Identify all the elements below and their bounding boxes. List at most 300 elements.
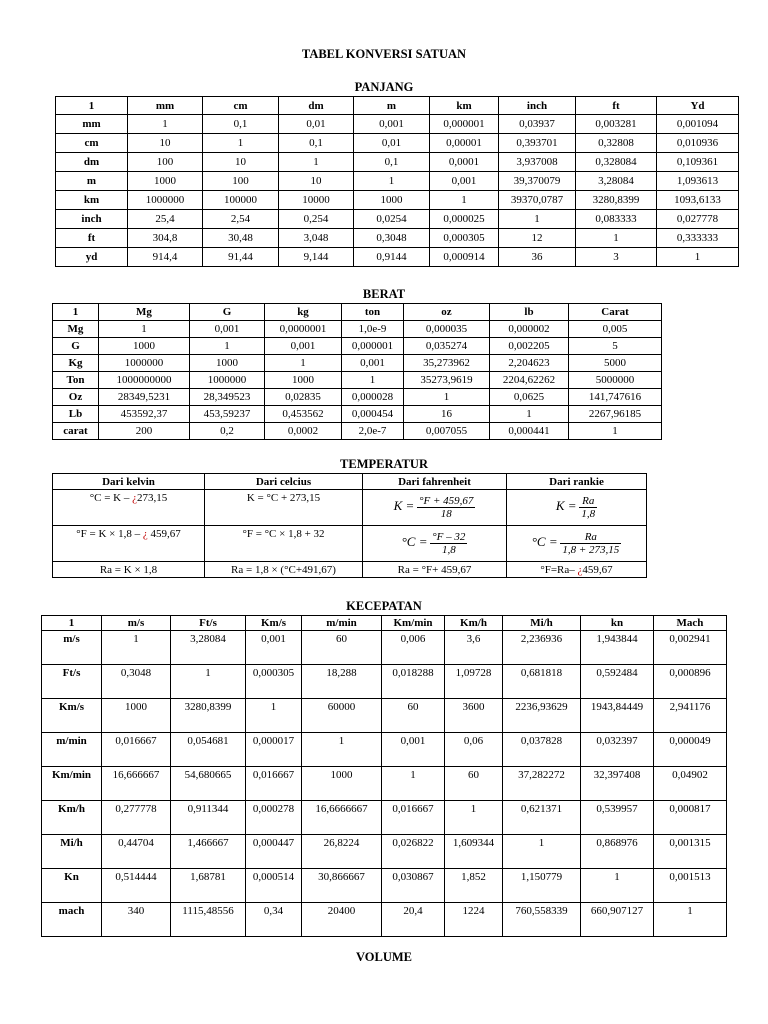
table-body xyxy=(56,115,739,267)
table-row xyxy=(53,562,647,578)
table-row xyxy=(42,903,727,937)
table-cell: 0,000914 xyxy=(430,248,499,267)
table-cell: 2204,62262 xyxy=(490,372,569,389)
table-row xyxy=(42,631,727,665)
table-row xyxy=(53,355,662,372)
header-cell: m xyxy=(354,97,430,115)
table-cell: 35273,9619 xyxy=(404,372,490,389)
table-row xyxy=(56,172,739,191)
table-cell: 1,150779 xyxy=(503,869,581,903)
table-cell: 0,054681 xyxy=(171,733,246,767)
table-row xyxy=(53,321,662,338)
table-header-row xyxy=(53,474,647,490)
table-kecepatan xyxy=(41,615,727,937)
header-cell: oz xyxy=(404,304,490,321)
table-cell: 453,59237 xyxy=(190,406,265,423)
table-cell: 141,747616 xyxy=(569,389,662,406)
table-row xyxy=(53,389,662,406)
table-cell: 32,397408 xyxy=(581,767,654,801)
header-cell: 1 xyxy=(56,97,128,115)
table-cell: 2,0e-7 xyxy=(342,423,404,440)
row-header-cell: m xyxy=(56,172,128,191)
table-row xyxy=(53,490,647,526)
table-cell: 39,370079 xyxy=(499,172,576,191)
table-cell: 0,1 xyxy=(203,115,279,134)
table-cell: 0,006 xyxy=(382,631,445,665)
formula-glyph: ¿ xyxy=(132,492,138,504)
table-cell: 1 xyxy=(302,733,382,767)
table-cell: 1000 xyxy=(102,699,171,733)
table-cell: 60 xyxy=(302,631,382,665)
table-cell: 1000000 xyxy=(128,191,203,210)
table-cell: 0,44704 xyxy=(102,835,171,869)
fraction xyxy=(579,495,597,520)
table-cell: 1093,6133 xyxy=(657,191,739,210)
header-cell: Mi/h xyxy=(503,616,581,631)
row-header-cell: Ft/s xyxy=(42,665,102,699)
table-cell: 36 xyxy=(499,248,576,267)
table-cell: 660,907127 xyxy=(581,903,654,937)
table-cell: 1 xyxy=(190,338,265,355)
table-cell: 0,03937 xyxy=(499,115,576,134)
table-cell: 0,002205 xyxy=(490,338,569,355)
row-header-cell: Oz xyxy=(53,389,99,406)
formula-cell: Ra = °F+ 459,67 xyxy=(363,562,507,578)
table-cell: 0,0000001 xyxy=(265,321,342,338)
table-cell: 0,000305 xyxy=(246,665,302,699)
table-cell: 0,393701 xyxy=(499,134,576,153)
table-row xyxy=(53,406,662,423)
row-header-cell: cm xyxy=(56,134,128,153)
row-header-cell: dm xyxy=(56,153,128,172)
table-row xyxy=(42,767,727,801)
header-cell: ft xyxy=(576,97,657,115)
table-cell: 91,44 xyxy=(203,248,279,267)
table-cell: 30,48 xyxy=(203,229,279,248)
table-cell: 1 xyxy=(404,389,490,406)
formula-left: K = xyxy=(393,498,415,514)
table-cell: 0,0001 xyxy=(430,153,499,172)
table-cell: 340 xyxy=(102,903,171,937)
table-cell: 10000 xyxy=(279,191,354,210)
header-cell: 1 xyxy=(42,616,102,631)
table-cell: 0,000035 xyxy=(404,321,490,338)
formula-glyph: ¿ xyxy=(577,563,583,576)
formula-left: °C = xyxy=(531,534,558,550)
table-cell: 0,035274 xyxy=(404,338,490,355)
table-cell: 0,32808 xyxy=(576,134,657,153)
table-cell: 0,037828 xyxy=(503,733,581,767)
table-cell: 0,109361 xyxy=(657,153,739,172)
formula-cell xyxy=(53,490,205,526)
header-cell: lb xyxy=(490,304,569,321)
page-title: TABEL KONVERSI SATUAN xyxy=(301,47,467,61)
table-cell: 5000 xyxy=(569,355,662,372)
header-cell: Yd xyxy=(657,97,739,115)
table-cell: 0,621371 xyxy=(503,801,581,835)
table-cell: 18,288 xyxy=(302,665,382,699)
header-cell: Carat xyxy=(569,304,662,321)
table-cell: 914,4 xyxy=(128,248,203,267)
formula-cell: K = °C + 273,15 xyxy=(205,490,363,526)
row-header-cell: Kg xyxy=(53,355,99,372)
table-body xyxy=(42,631,727,937)
table-cell: 760,558339 xyxy=(503,903,581,937)
table-cell: 1 xyxy=(246,699,302,733)
table-body xyxy=(53,321,662,440)
table-cell: 3,048 xyxy=(279,229,354,248)
table-cell: 0,032397 xyxy=(581,733,654,767)
table-cell: 16 xyxy=(404,406,490,423)
table-cell: 1,466667 xyxy=(171,835,246,869)
table-cell: 0,000817 xyxy=(654,801,727,835)
row-header-cell: Km/s xyxy=(42,699,102,733)
table-cell: 0,06 xyxy=(445,733,503,767)
table-cell: 25,4 xyxy=(128,210,203,229)
table-row xyxy=(42,835,727,869)
table-cell: 1,68781 xyxy=(171,869,246,903)
formula-left: K = xyxy=(555,498,577,514)
table-cell: 1 xyxy=(279,153,354,172)
table-cell: 0,000441 xyxy=(490,423,569,440)
table-cell: 100 xyxy=(128,153,203,172)
table-cell: 0,018288 xyxy=(382,665,445,699)
table-cell: 200 xyxy=(99,423,190,440)
table-cell: 1 xyxy=(342,372,404,389)
table-temperatur xyxy=(52,473,647,578)
table-cell: 0,016667 xyxy=(102,733,171,767)
table-cell: 0,027778 xyxy=(657,210,739,229)
table-cell: 0,001 xyxy=(246,631,302,665)
header-cell: m/min xyxy=(302,616,382,631)
section-title-berat: BERAT xyxy=(362,287,406,301)
table-cell: 0,000514 xyxy=(246,869,302,903)
table-cell: 0,02835 xyxy=(265,389,342,406)
row-header-cell: m/min xyxy=(42,733,102,767)
table-cell: 0,001315 xyxy=(654,835,727,869)
table-cell: 1,943844 xyxy=(581,631,654,665)
table-row xyxy=(56,229,739,248)
table-cell: 0,681818 xyxy=(503,665,581,699)
table-cell: 2,204623 xyxy=(490,355,569,372)
table-row xyxy=(53,338,662,355)
table-cell: 1 xyxy=(354,172,430,191)
row-header-cell: mach xyxy=(42,903,102,937)
table-cell: 10 xyxy=(128,134,203,153)
table-cell: 37,282272 xyxy=(503,767,581,801)
table-cell: 0,000305 xyxy=(430,229,499,248)
table-cell: 16,666667 xyxy=(102,767,171,801)
table-cell: 1,0e-9 xyxy=(342,321,404,338)
table-cell: 0,001094 xyxy=(657,115,739,134)
fraction-numerator: Ra xyxy=(560,531,621,544)
table-cell: 1000 xyxy=(99,338,190,355)
formula-cell xyxy=(363,526,507,562)
table-cell: 0,000017 xyxy=(246,733,302,767)
table-cell: 100 xyxy=(203,172,279,191)
table-cell: 1943,84449 xyxy=(581,699,654,733)
header-cell: Km/s xyxy=(246,616,302,631)
row-header-cell: Mi/h xyxy=(42,835,102,869)
row-header-cell: mm xyxy=(56,115,128,134)
row-header-cell: m/s xyxy=(42,631,102,665)
table-cell: 1 xyxy=(99,321,190,338)
table-cell: 16,6666667 xyxy=(302,801,382,835)
table-header-row xyxy=(53,304,662,321)
table-cell: 1 xyxy=(657,248,739,267)
fraction-denominator: 1,8 + 273,15 xyxy=(562,544,620,556)
section-title-panjang: PANJANG xyxy=(354,80,414,94)
formula-cell xyxy=(507,490,647,526)
table-cell: 0,333333 xyxy=(657,229,739,248)
table-row xyxy=(53,423,662,440)
table-cell: 1,852 xyxy=(445,869,503,903)
table-cell: 0,083333 xyxy=(576,210,657,229)
table-cell: 5 xyxy=(569,338,662,355)
table-berat xyxy=(52,303,662,440)
table-row xyxy=(56,115,739,134)
table-cell: 0,007055 xyxy=(404,423,490,440)
table-cell: 1,093613 xyxy=(657,172,739,191)
table-cell: 0,001 xyxy=(190,321,265,338)
section-title-temperatur: TEMPERATUR xyxy=(340,457,428,471)
table-row xyxy=(42,869,727,903)
table-row xyxy=(56,134,739,153)
table-cell: 1 xyxy=(128,115,203,134)
table-cell: 12 xyxy=(499,229,576,248)
header-cell: km xyxy=(430,97,499,115)
table-cell: 0,002941 xyxy=(654,631,727,665)
header-cell: Mg xyxy=(99,304,190,321)
formula-text: °F = K × 1,8 – xyxy=(76,528,143,540)
table-cell: 10 xyxy=(279,172,354,191)
table-cell: 9,144 xyxy=(279,248,354,267)
table-cell: 0,000025 xyxy=(430,210,499,229)
row-header-cell: yd xyxy=(56,248,128,267)
table-cell: 1 xyxy=(265,355,342,372)
table-row xyxy=(56,191,739,210)
table-cell: 0,3048 xyxy=(354,229,430,248)
table-cell: 0,01 xyxy=(279,115,354,134)
table-cell: 0,000278 xyxy=(246,801,302,835)
table-cell: 0,1 xyxy=(354,153,430,172)
header-cell: Km/min xyxy=(382,616,445,631)
table-cell: 2267,96185 xyxy=(569,406,662,423)
table-cell: 0,026822 xyxy=(382,835,445,869)
header-cell: cm xyxy=(203,97,279,115)
table-cell: 1 xyxy=(499,210,576,229)
formula-left: °C = xyxy=(401,534,428,550)
table-cell: 1224 xyxy=(445,903,503,937)
fraction xyxy=(430,531,467,556)
header-cell: Dari kelvin xyxy=(53,474,205,490)
table-cell: 3280,8399 xyxy=(171,699,246,733)
table-cell: 28,349523 xyxy=(190,389,265,406)
table-cell: 0,016667 xyxy=(246,767,302,801)
table-cell: 1 xyxy=(430,191,499,210)
table-cell: 1 xyxy=(503,835,581,869)
header-cell: Dari fahrenheit xyxy=(363,474,507,490)
header-cell: ton xyxy=(342,304,404,321)
table-cell: 2,54 xyxy=(203,210,279,229)
table-cell: 0,000896 xyxy=(654,665,727,699)
table-cell: 0,001 xyxy=(265,338,342,355)
table-row xyxy=(42,699,727,733)
table-cell: 0,514444 xyxy=(102,869,171,903)
table-cell: 28349,5231 xyxy=(99,389,190,406)
table-cell: 1 xyxy=(581,869,654,903)
table-cell: 1,09728 xyxy=(445,665,503,699)
table-cell: 0,2 xyxy=(190,423,265,440)
table-cell: 26,8224 xyxy=(302,835,382,869)
table-cell: 0,030867 xyxy=(382,869,445,903)
header-cell: inch xyxy=(499,97,576,115)
row-header-cell: carat xyxy=(53,423,99,440)
table-cell: 2,941176 xyxy=(654,699,727,733)
formula-text: 459,67 xyxy=(147,528,181,540)
table-cell: 0,00001 xyxy=(430,134,499,153)
row-header-cell: Km/h xyxy=(42,801,102,835)
table-cell: 1 xyxy=(445,801,503,835)
header-cell: kg xyxy=(265,304,342,321)
header-cell: G xyxy=(190,304,265,321)
table-cell: 0,000049 xyxy=(654,733,727,767)
table-cell: 0,000447 xyxy=(246,835,302,869)
table-cell: 1 xyxy=(569,423,662,440)
table-cell: 1 xyxy=(490,406,569,423)
table-cell: 0,003281 xyxy=(576,115,657,134)
table-panjang xyxy=(55,96,739,267)
table-cell: 1000 xyxy=(302,767,382,801)
formula-text: °C = K – xyxy=(89,492,133,504)
table-cell: 0,005 xyxy=(569,321,662,338)
table-cell: 1115,48556 xyxy=(171,903,246,937)
table-cell: 3600 xyxy=(445,699,503,733)
table-cell: 0,34 xyxy=(246,903,302,937)
table-cell: 0,000028 xyxy=(342,389,404,406)
formula-text: 459,67 xyxy=(582,563,613,576)
table-cell: 1 xyxy=(102,631,171,665)
table-row xyxy=(42,801,727,835)
header-cell: Dari rankie xyxy=(507,474,647,490)
table-cell: 1,609344 xyxy=(445,835,503,869)
header-cell: Dari celcius xyxy=(205,474,363,490)
formula-text: °F=Ra– xyxy=(540,563,578,576)
table-cell: 0,0625 xyxy=(490,389,569,406)
fraction-denominator: 1,8 xyxy=(581,508,596,520)
table-cell: 1 xyxy=(654,903,727,937)
table-cell: 60000 xyxy=(302,699,382,733)
table-cell: 0,9144 xyxy=(354,248,430,267)
formula-text: 273,15 xyxy=(137,492,168,504)
row-header-cell: Kn xyxy=(42,869,102,903)
fraction xyxy=(560,531,621,556)
fraction xyxy=(417,495,475,520)
table-row xyxy=(53,526,647,562)
table-cell: 60 xyxy=(445,767,503,801)
table-row xyxy=(53,372,662,389)
header-cell: 1 xyxy=(53,304,99,321)
section-title-kecepatan: KECEPATAN xyxy=(346,599,422,613)
table-cell: 3,28084 xyxy=(576,172,657,191)
table-cell: 2236,93629 xyxy=(503,699,581,733)
table-cell: 0,000454 xyxy=(342,406,404,423)
table-cell: 1000 xyxy=(354,191,430,210)
table-cell: 0,001 xyxy=(354,115,430,134)
table-cell: 3280,8399 xyxy=(576,191,657,210)
formula-glyph: ¿ xyxy=(142,528,148,540)
table-cell: 0,000001 xyxy=(342,338,404,355)
table-row xyxy=(56,153,739,172)
header-cell: kn xyxy=(581,616,654,631)
table-cell: 0,001 xyxy=(430,172,499,191)
table-cell: 1000000 xyxy=(190,372,265,389)
table-cell: 0,0254 xyxy=(354,210,430,229)
table-row xyxy=(56,210,739,229)
row-header-cell: Km/min xyxy=(42,767,102,801)
table-cell: 0,592484 xyxy=(581,665,654,699)
table-cell: 0,000002 xyxy=(490,321,569,338)
table-cell: 0,3048 xyxy=(102,665,171,699)
table-cell: 453592,37 xyxy=(99,406,190,423)
table-cell: 0,868976 xyxy=(581,835,654,869)
table-cell: 2,236936 xyxy=(503,631,581,665)
row-header-cell: Mg xyxy=(53,321,99,338)
table-cell: 1 xyxy=(576,229,657,248)
header-cell: Mach xyxy=(654,616,727,631)
table-cell: 1000 xyxy=(190,355,265,372)
header-cell: mm xyxy=(128,97,203,115)
header-cell: m/s xyxy=(102,616,171,631)
table-row xyxy=(42,733,727,767)
table-cell: 1000 xyxy=(128,172,203,191)
table-cell: 0,911344 xyxy=(171,801,246,835)
table-cell: 100000 xyxy=(203,191,279,210)
formula-cell: Ra = K × 1,8 xyxy=(53,562,205,578)
table-cell: 1 xyxy=(171,665,246,699)
section-title-volume: VOLUME xyxy=(356,950,412,964)
row-header-cell: inch xyxy=(56,210,128,229)
formula-cell xyxy=(507,562,647,578)
table-cell: 35,273962 xyxy=(404,355,490,372)
table-cell: 39370,0787 xyxy=(499,191,576,210)
table-cell: 3,6 xyxy=(445,631,503,665)
table-cell: 5000000 xyxy=(569,372,662,389)
row-header-cell: km xyxy=(56,191,128,210)
table-cell: 60 xyxy=(382,699,445,733)
table-cell: 0,000001 xyxy=(430,115,499,134)
formula-cell: °F = °C × 1,8 + 32 xyxy=(205,526,363,562)
table-cell: 0,016667 xyxy=(382,801,445,835)
table-cell: 1000 xyxy=(265,372,342,389)
table-cell: 1000000 xyxy=(99,355,190,372)
row-header-cell: Ton xyxy=(53,372,99,389)
row-header-cell: Lb xyxy=(53,406,99,423)
table-cell: 10 xyxy=(203,153,279,172)
table-cell: 20400 xyxy=(302,903,382,937)
table-cell: 0,539957 xyxy=(581,801,654,835)
table-cell: 1000000000 xyxy=(99,372,190,389)
formula-cell xyxy=(507,526,647,562)
row-header-cell: ft xyxy=(56,229,128,248)
table-cell: 54,680665 xyxy=(171,767,246,801)
header-cell: dm xyxy=(279,97,354,115)
table-cell: 0,0002 xyxy=(265,423,342,440)
fraction-denominator: 1,8 xyxy=(441,544,456,556)
table-cell: 3 xyxy=(576,248,657,267)
table-cell: 1 xyxy=(382,767,445,801)
table-row xyxy=(56,248,739,267)
